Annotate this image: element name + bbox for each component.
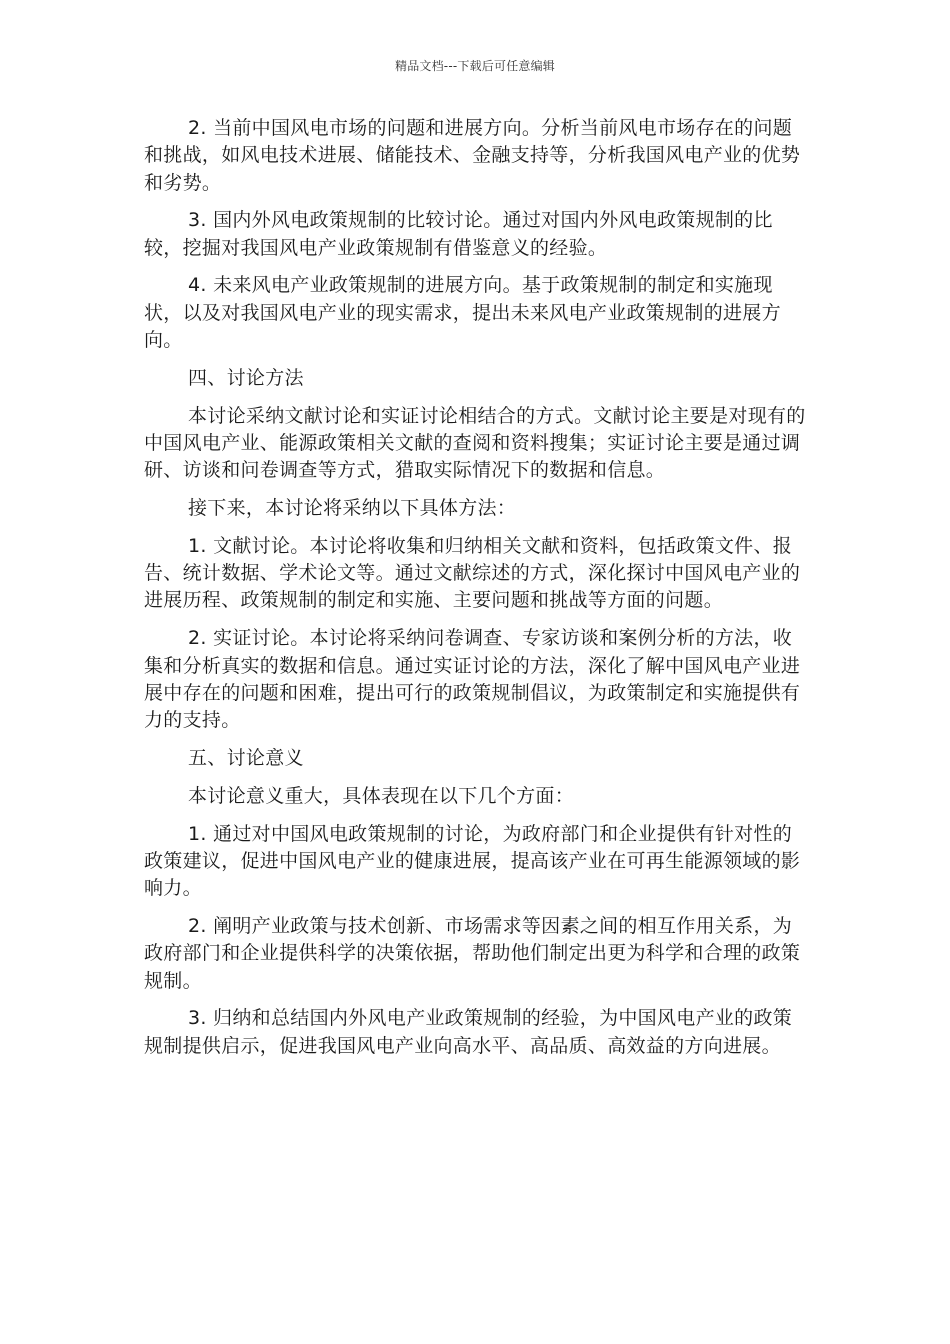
paragraph-significance-3: 3. 归纳和总结国内外风电产业政策规制的经验，为中国风电产业的政策规制提供启示，促进我国风电产业向高水平、高品质、高效益的方向进展。	[144, 1007, 793, 1057]
paragraph-significance-1: 1. 通过对中国风电政策规制的讨论，为政府部门和企业提供有针对性的政策建议，促进中国风电产业的健康进展，提高该产业在可再生能源领域的影响力。	[144, 822, 801, 900]
paragraph-methods-intro: 本讨论采纳文献讨论和实证讨论相结合的方式。文献讨论主要是对现有的中国风电产业、能源政策相关文献的查阅和资料搜集；实证讨论主要是通过调研、访谈和问卷调查等方式，猎取实际情况下的数据和信息。	[144, 404, 806, 482]
section-heading-methods: 四、讨论方法	[188, 366, 304, 389]
paragraph-item-3: 3. 国内外风电政策规制的比较讨论。通过对国内外风电政策规制的比较，挖掘对我国风电产业政策规制有借鉴意义的经验。	[144, 209, 773, 259]
page-header-text: 精品文档---下载后可任意编辑	[395, 59, 555, 73]
paragraph-significance-lead: 本讨论意义重大，具体表现在以下几个方面：	[188, 784, 575, 807]
paragraph-item-2: 2. 当前中国风电市场的问题和进展方向。分析当前风电市场存在的问题和挑战，如风电技术进展、储能技术、金融支持等，分析我国风电产业的优势和劣势。	[144, 117, 801, 194]
paragraph-methods-lead: 接下来，本讨论将采纳以下具体方法：	[188, 497, 517, 520]
document-body	[144, 115, 808, 1070]
paragraph-method-1: 1. 文献讨论。本讨论将收集和归纳相关文献和资料，包括政策文件、报告、统计数据、学术论文等。通过文献综述的方式，深化探讨中国风电产业的进展历程、政策规制的制定和实施、主要问题和挑战等方面的问题。	[144, 534, 801, 612]
paragraph-significance-2: 2. 阐明产业政策与技术创新、市场需求等因素之间的相互作用关系，为政府部门和企业提供科学的决策依据，帮助他们制定出更为科学和合理的政策规制。	[144, 914, 801, 992]
paragraph-item-4: 4. 未来风电产业政策规制的进展方向。基于政策规制的制定和实施现状，以及对我国风电产业的现实需求，提出未来风电产业政策规制的进展方向。	[144, 274, 781, 352]
section-heading-significance: 五、讨论意义	[188, 746, 304, 769]
paragraph-method-2: 2. 实证讨论。本讨论将采纳问卷调查、专家访谈和案例分析的方法，收集和分析真实的数据和信息。通过实证讨论的方法，深化了解中国风电产业进展中存在的问题和困难，提出可行的政策规制倡议，为政策制定和实施提供有力的支持。	[144, 627, 801, 732]
